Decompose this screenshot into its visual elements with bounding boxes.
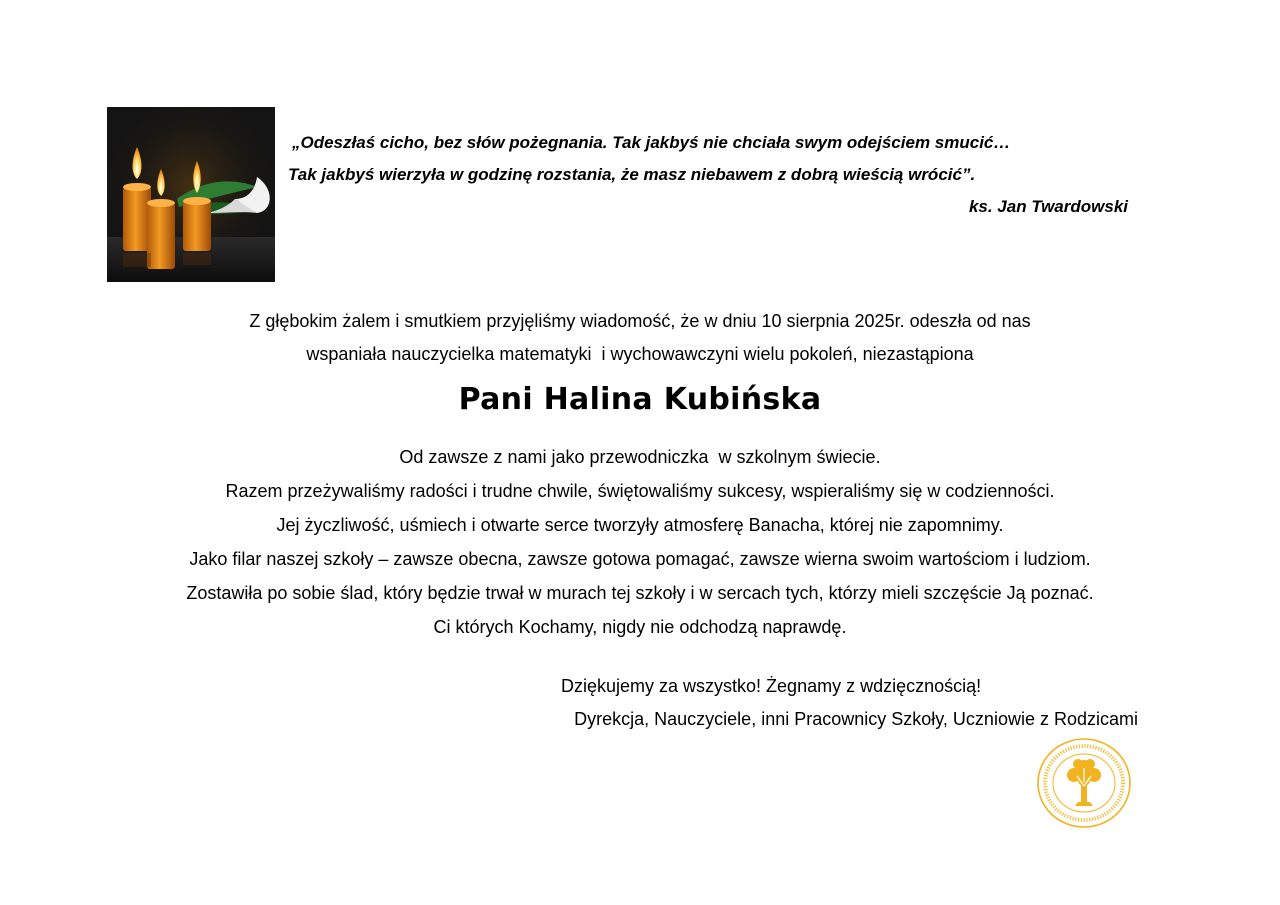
quote-author: ks. Jan Twardowski: [968, 197, 1128, 216]
tribute-line: Jako filar naszej szkoły – zawsze obecna, zawsze gotowa pomagać, zawsze wierna swoim wartościom i ludziom.: [189, 549, 1091, 569]
announcement-intro-line-2: wspaniała nauczycielka matematyki i wychowawczyni wielu pokoleń, niezastąpiona: [306, 344, 974, 364]
tribute-line: Jej życzliwość, uśmiech i otwarte serce tworzyły atmosferę Banacha, której nie zapomnimy.: [276, 515, 1004, 535]
tribute-line: Ci których Kochamy, nigdy nie odchodzą naprawdę.: [433, 617, 847, 637]
tribute-line: Razem przeżywaliśmy radości i trudne chwile, świętowaliśmy sukcesy, wspieraliśmy się w codzienności.: [225, 481, 1055, 501]
deceased-name-heading: Pani Halina Kubińska: [458, 382, 822, 417]
quote-line-1: „Odeszłaś cicho, bez słów pożegnania. Tak jakbyś nie chciała swym odejściem smucić…: [292, 133, 1011, 152]
closing-thanks: Dziękujemy za wszystko! Żegnamy z wdzięcznością!: [561, 676, 982, 696]
tribute-line: Od zawsze z nami jako przewodniczka w szkolnym świecie.: [399, 447, 881, 467]
closing-signature: Dyrekcja, Nauczyciele, inni Pracownicy Szkoły, Uczniowie z Rodzicami: [574, 709, 1138, 729]
tribute-line: Zostawiła po sobie ślad, który będzie trwał w murach tej szkoły i w sercach tych, którzy mieli szczęście Ją poznać.: [186, 583, 1094, 603]
quote-line-2: Tak jakbyś wierzyła w godzinę rozstania, że masz niebawem z dobrą wieścią wrócić”.: [288, 165, 976, 184]
announcement-intro-line-1: Z głębokim żalem i smutkiem przyjęliśmy wiadomość, że w dniu 10 sierpnia 2025r. odeszła od nas: [249, 311, 1031, 331]
school-seal-icon: [1035, 736, 1133, 830]
candles-photo-icon: [107, 107, 275, 282]
